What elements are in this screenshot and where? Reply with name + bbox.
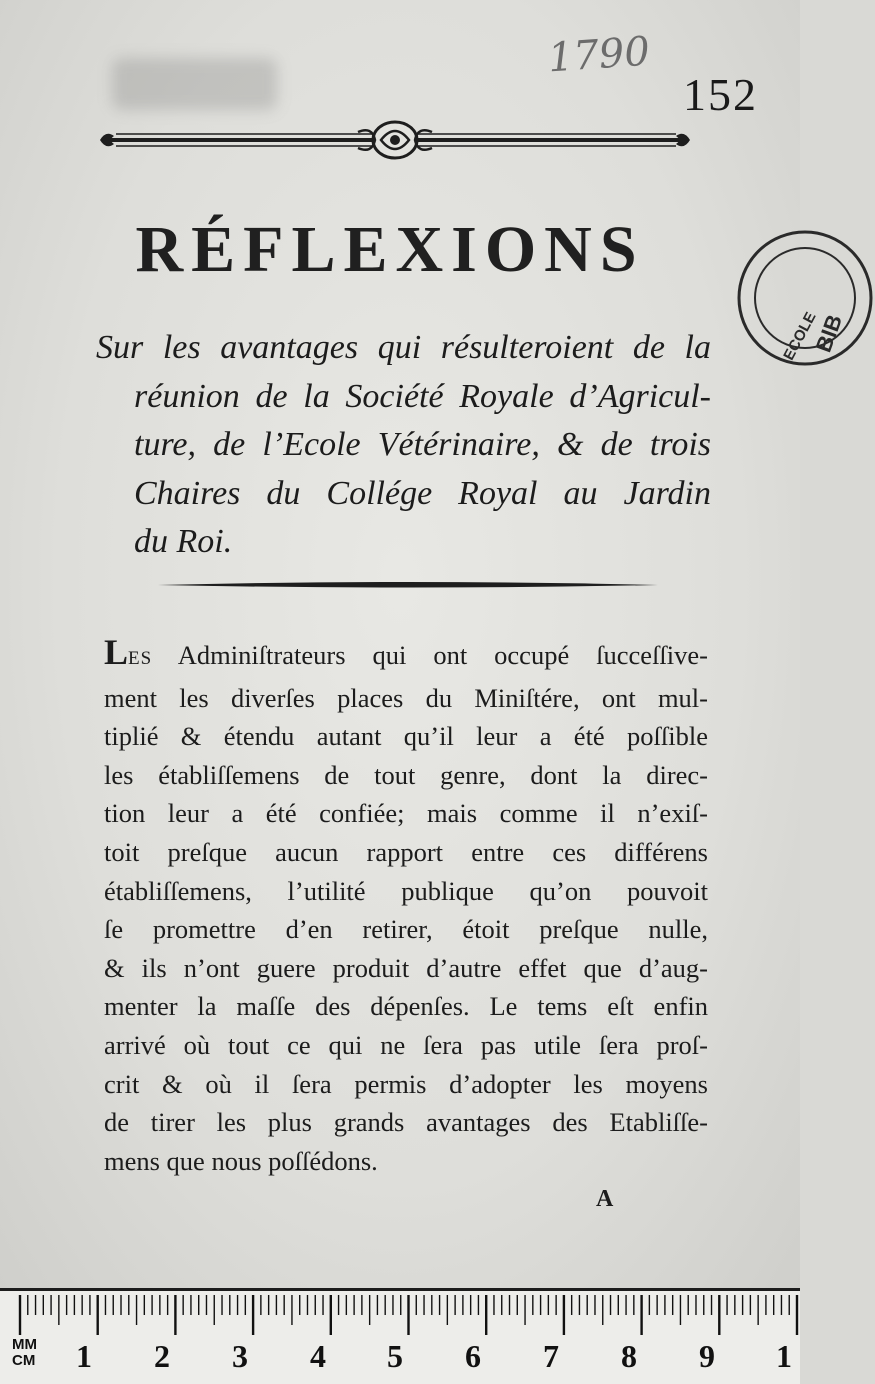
subtitle-line: ture, de l’Ecole Vétérinaire, & de trois (134, 426, 711, 463)
ornamental-rule-top (96, 118, 696, 162)
body-line: ſe promettre d’en retirer, étoit preſque nulle, (104, 914, 708, 945)
body-line: toit preſque aucun rapport entre ces différens (104, 836, 708, 867)
subtitle-line: réunion de la Société Royale d’Agricul- (134, 377, 711, 415)
body-line: arrivé où tout ce qui ne ſera pas utile ſera proſ- (104, 1029, 708, 1060)
body-line: de tirer les plus grands avantages des Etabliſſe- (104, 1107, 708, 1138)
body-line-last: mens que nous poſſédons. (104, 1145, 378, 1176)
body-line: tiplié & étendu autant qu’il leur a été poſſible (104, 721, 708, 752)
subtitle-line: Sur les avantages qui résulteroient de la (96, 329, 711, 366)
subtitle-line: du Roi. (134, 523, 233, 560)
body-line: tion leur a été confiée; mais comme il n’exiſ- (104, 798, 708, 829)
subtitle-line: Chaires du Collége Royal au Jardin (134, 474, 711, 512)
ruler-number: 1 (776, 1338, 792, 1374)
body-line: les établiſſemens de tout genre, dont la direc- (104, 759, 708, 790)
body-line: établiſſemens, l’utilité publique qu’on pouvoit (104, 875, 708, 906)
ruler-number: 2 (154, 1338, 170, 1374)
handwritten-year: 1790 (546, 28, 652, 82)
signature-mark: A (596, 1186, 614, 1212)
divider-rule (158, 578, 658, 592)
ruler-number: 8 (621, 1338, 637, 1374)
first-line-text: Adminiſtrateurs qui ont occupé ſucceſſive- (152, 640, 708, 670)
drop-cap: L (104, 632, 129, 672)
stamp-text-bottom: BIB (810, 311, 848, 356)
ruler-number: 4 (310, 1338, 326, 1374)
ruler-number: 5 (387, 1338, 403, 1374)
document-subtitle (96, 324, 711, 567)
ruler-unit-label (12, 1337, 37, 1369)
ruler-number: 7 (543, 1338, 559, 1374)
body-line: ment les diverſes places du Miniſtére, ont mul- (104, 682, 708, 713)
shelf-number: 152 (683, 69, 758, 120)
ruler-number: 3 (232, 1338, 248, 1374)
body-line: & ils n’ont guere produit d’autre effet que d’aug- (104, 952, 708, 983)
ruler-unit-cm: CM (12, 1352, 36, 1369)
body-paragraph (104, 634, 708, 1180)
ruler-unit-mm: MM (12, 1336, 37, 1353)
ruler-number: 1 (76, 1338, 92, 1374)
measurement-ruler (0, 1288, 800, 1384)
document-title: RÉFLEXIONS (135, 213, 645, 286)
ruler-number: 6 (465, 1338, 481, 1374)
body-line-first (104, 634, 708, 679)
body-line: crit & où il ſera permis d’adopter les moyens (104, 1068, 708, 1099)
ink-smudge (112, 58, 277, 110)
stamp-text-top: ECOLE (780, 309, 820, 364)
small-caps: ES (128, 648, 153, 669)
ruler-number: 9 (699, 1338, 715, 1374)
body-line: menter la maſſe des dépenſes. Le tems eſt enfin (104, 991, 708, 1022)
